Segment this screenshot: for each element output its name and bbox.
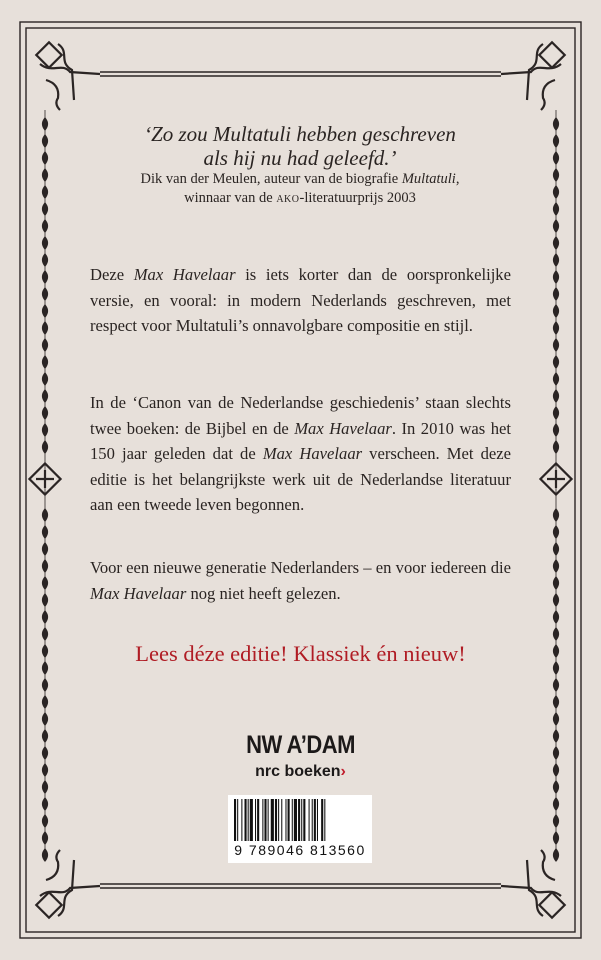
barcode-bar [257, 799, 259, 841]
barcode-bar [248, 799, 249, 841]
barcode-bar [324, 799, 325, 841]
barcode-bar [309, 799, 310, 841]
p2-text-b: . In 2010 was het 150 jaar geleden dat de [90, 418, 511, 463]
barcode [228, 795, 372, 863]
barcode-bar [298, 799, 300, 841]
nrc-boeken-text: nrc boeken [255, 763, 341, 780]
barcode-bar [301, 799, 302, 841]
p1-text-b: is iets korter dan de oorspronkelijke versie, en vooral: in modern Nederlands geschreven, met respect voor Multatuli’s onnavolgbare compositie en stijl. [90, 265, 511, 335]
quote-line-2: als hij nu had geleefd.’ [203, 146, 397, 170]
p2-book-title-2: Max Havelaar [262, 444, 363, 463]
review-quote [110, 122, 490, 170]
p2-book-title-1: Max Havelaar [294, 418, 392, 438]
barcode-bar [245, 799, 247, 841]
barcode-bar [294, 799, 297, 841]
barcode-bar [292, 799, 293, 841]
nrc-arrow-icon: › [340, 763, 346, 780]
attribution-prize-year: -literatuurprijs 2003 [299, 190, 416, 206]
corner-ornament-top-left-icon [36, 42, 100, 110]
p3-text-b: nog niet heeft gelezen. [186, 583, 341, 603]
isbn-number: 9 789046 813560 [234, 842, 366, 858]
attribution-line-1 [90, 170, 510, 189]
barcode-bar [262, 799, 263, 841]
barcode-bar [281, 799, 282, 841]
p2-text-a: In de ‘Canon van de Nederlandse geschiedenis’ staan slechts twee boeken: de Bijbel en de [90, 393, 511, 438]
chain-link [554, 849, 559, 861]
tagline: Lees déze editie! Klassiek én nieuw! [135, 641, 466, 666]
barcode-bar [303, 799, 305, 841]
barcode-bar [285, 799, 286, 841]
barcode-bar [288, 799, 290, 841]
barcode-bar [278, 799, 279, 841]
p3-text-a: Voor een nieuwe generatie Nederlanders – en voor iedereen die [90, 558, 511, 577]
p2-text-c: verscheen. Met deze editie is het belangrijkste werk uit de Nederlandse literatuur aan een tweede leven begonnen. [90, 444, 511, 514]
blurb-paragraph-3 [90, 555, 511, 606]
barcode-bar [314, 799, 316, 841]
barcode-bar [275, 799, 277, 841]
barcode-bar [237, 799, 238, 841]
barcode-bar [317, 799, 318, 841]
p1-book-title: Max Havelaar [133, 265, 236, 284]
blurb-paragraph-2 [90, 390, 511, 518]
attribution-comma: , [455, 171, 460, 187]
barcode-bars [234, 799, 366, 841]
corner-ornament-top-right-icon [501, 42, 565, 110]
p1-text-a: Deze [90, 265, 134, 284]
attribution-text: Dik van der Meulen, auteur van de biografie [140, 171, 402, 187]
barcode-bar [321, 799, 323, 841]
publisher-logo-nieuw-amsterdam: NW A’DAM [246, 730, 355, 759]
barcode-bar [255, 799, 256, 841]
publisher-logo-nrc-boeken [200, 763, 401, 781]
attribution-book-title: Multatuli [401, 171, 456, 187]
barcode-bar [271, 799, 274, 841]
barcode-bar [264, 799, 266, 841]
quote-line-1: ‘Zo zou Multatuli hebben geschreven [144, 122, 456, 146]
attribution-line-2 [90, 189, 510, 208]
attribution-prize-text: winnaar van de [184, 190, 277, 206]
p3-book-title: Max Havelaar [90, 583, 187, 603]
barcode-bar [250, 799, 253, 841]
attribution-prize-name: ako [276, 190, 300, 206]
barcode-bar [312, 799, 313, 841]
barcode-bar [268, 799, 269, 841]
chain-link [43, 849, 48, 861]
barcode-bar [241, 799, 242, 841]
barcode-bar [234, 799, 236, 841]
quote-attribution [90, 170, 510, 208]
blurb-paragraph-1 [90, 262, 511, 339]
